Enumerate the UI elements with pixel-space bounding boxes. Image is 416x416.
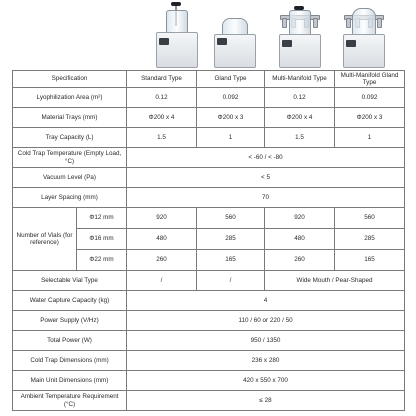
cell: 480 [265,229,335,250]
table-row-area [13,88,405,108]
cell: 0.12 [265,88,335,108]
multi-manifold-gland-type-image [340,6,386,68]
row-label: Cold Trap Temperature (Empty Load, °C) [13,148,127,168]
cell: 480 [127,229,197,250]
cell: Φ200 x 3 [335,108,405,128]
header-model: Multi-Manifold Gland Type [335,71,405,88]
cell: 0.092 [335,88,405,108]
table-row-power [13,311,405,331]
table-row-vacuum [13,168,405,188]
cell: 1 [197,128,265,148]
cell: 70 [127,188,405,208]
cell: 1.5 [265,128,335,148]
table-row-layer [13,188,405,208]
cell: 920 [265,208,335,229]
row-label: Layer Spacing (mm) [13,188,127,208]
table-row-water [13,291,405,311]
cell: 285 [197,229,265,250]
cell: 110 / 60 or 220 / 50 [127,311,405,331]
cell: 285 [335,229,405,250]
specification-table [12,70,405,411]
table-row-total-power [13,331,405,351]
cell: 236 x 280 [127,351,405,371]
row-label: Material Trays (mm) [13,108,127,128]
cell: 260 [265,250,335,271]
header-model: Multi-Manifold Type [265,71,335,88]
cell: 0.12 [127,88,197,108]
cell: 560 [335,208,405,229]
header-model: Gland Type [197,71,265,88]
vial-size: Φ12 mm [77,208,127,229]
cell: Φ200 x 3 [197,108,265,128]
vial-size: Φ16 mm [77,229,127,250]
cell: < 5 [127,168,405,188]
cell: 950 / 1350 [127,331,405,351]
cell: ≤ 28 [127,391,405,411]
table-row-trap-dimensions [13,351,405,371]
cell: / [197,271,265,291]
row-label: Number of Vials (for reference) [13,208,77,271]
row-label: Selectable Vial Type [13,271,127,291]
header-label: Specification [13,71,127,88]
cell: Φ200 x 4 [127,108,197,128]
cell: 260 [127,250,197,271]
header-model: Standard Type [127,71,197,88]
row-label: Vacuum Level (Pa) [13,168,127,188]
row-label: Water Capture Capacity (kg) [13,291,127,311]
cell: / [127,271,197,291]
cell: 420 x 550 x 700 [127,371,405,391]
table-header-row [13,71,405,88]
cell: Wide Mouth / Pear-Shaped [265,271,405,291]
table-row-ambient [13,391,405,411]
row-label: Lyophilization Area (m²) [13,88,127,108]
table-row-trays [13,108,405,128]
table-row-cold-trap-temp [13,148,405,168]
row-label: Main Unit Dimensions (mm) [13,371,127,391]
row-label: Power Supply (V/Hz) [13,311,127,331]
cell: 1.5 [127,128,197,148]
cell: 1 [335,128,405,148]
table-row-vial-type [13,271,405,291]
cell: 165 [335,250,405,271]
row-label: Tray Capacity (L) [13,128,127,148]
vial-size: Φ22 mm [77,250,127,271]
table-row-capacity [13,128,405,148]
table-row-vials-12 [13,208,405,229]
gland-type-image [212,18,256,68]
cell: Φ200 x 4 [265,108,335,128]
cell: 4 [127,291,405,311]
standard-type-image [154,2,198,68]
cell: 920 [127,208,197,229]
multi-manifold-type-image [276,6,322,68]
cell: 165 [197,250,265,271]
table-row-unit-dimensions [13,371,405,391]
cell: < -60 / < -80 [127,148,405,168]
row-label: Ambient Temperature Requirement (°C) [13,391,127,411]
row-label: Cold Trap Dimensions (mm) [13,351,127,371]
row-label: Total Power (W) [13,331,127,351]
cell: 560 [197,208,265,229]
product-images [0,0,416,70]
cell: 0.092 [197,88,265,108]
